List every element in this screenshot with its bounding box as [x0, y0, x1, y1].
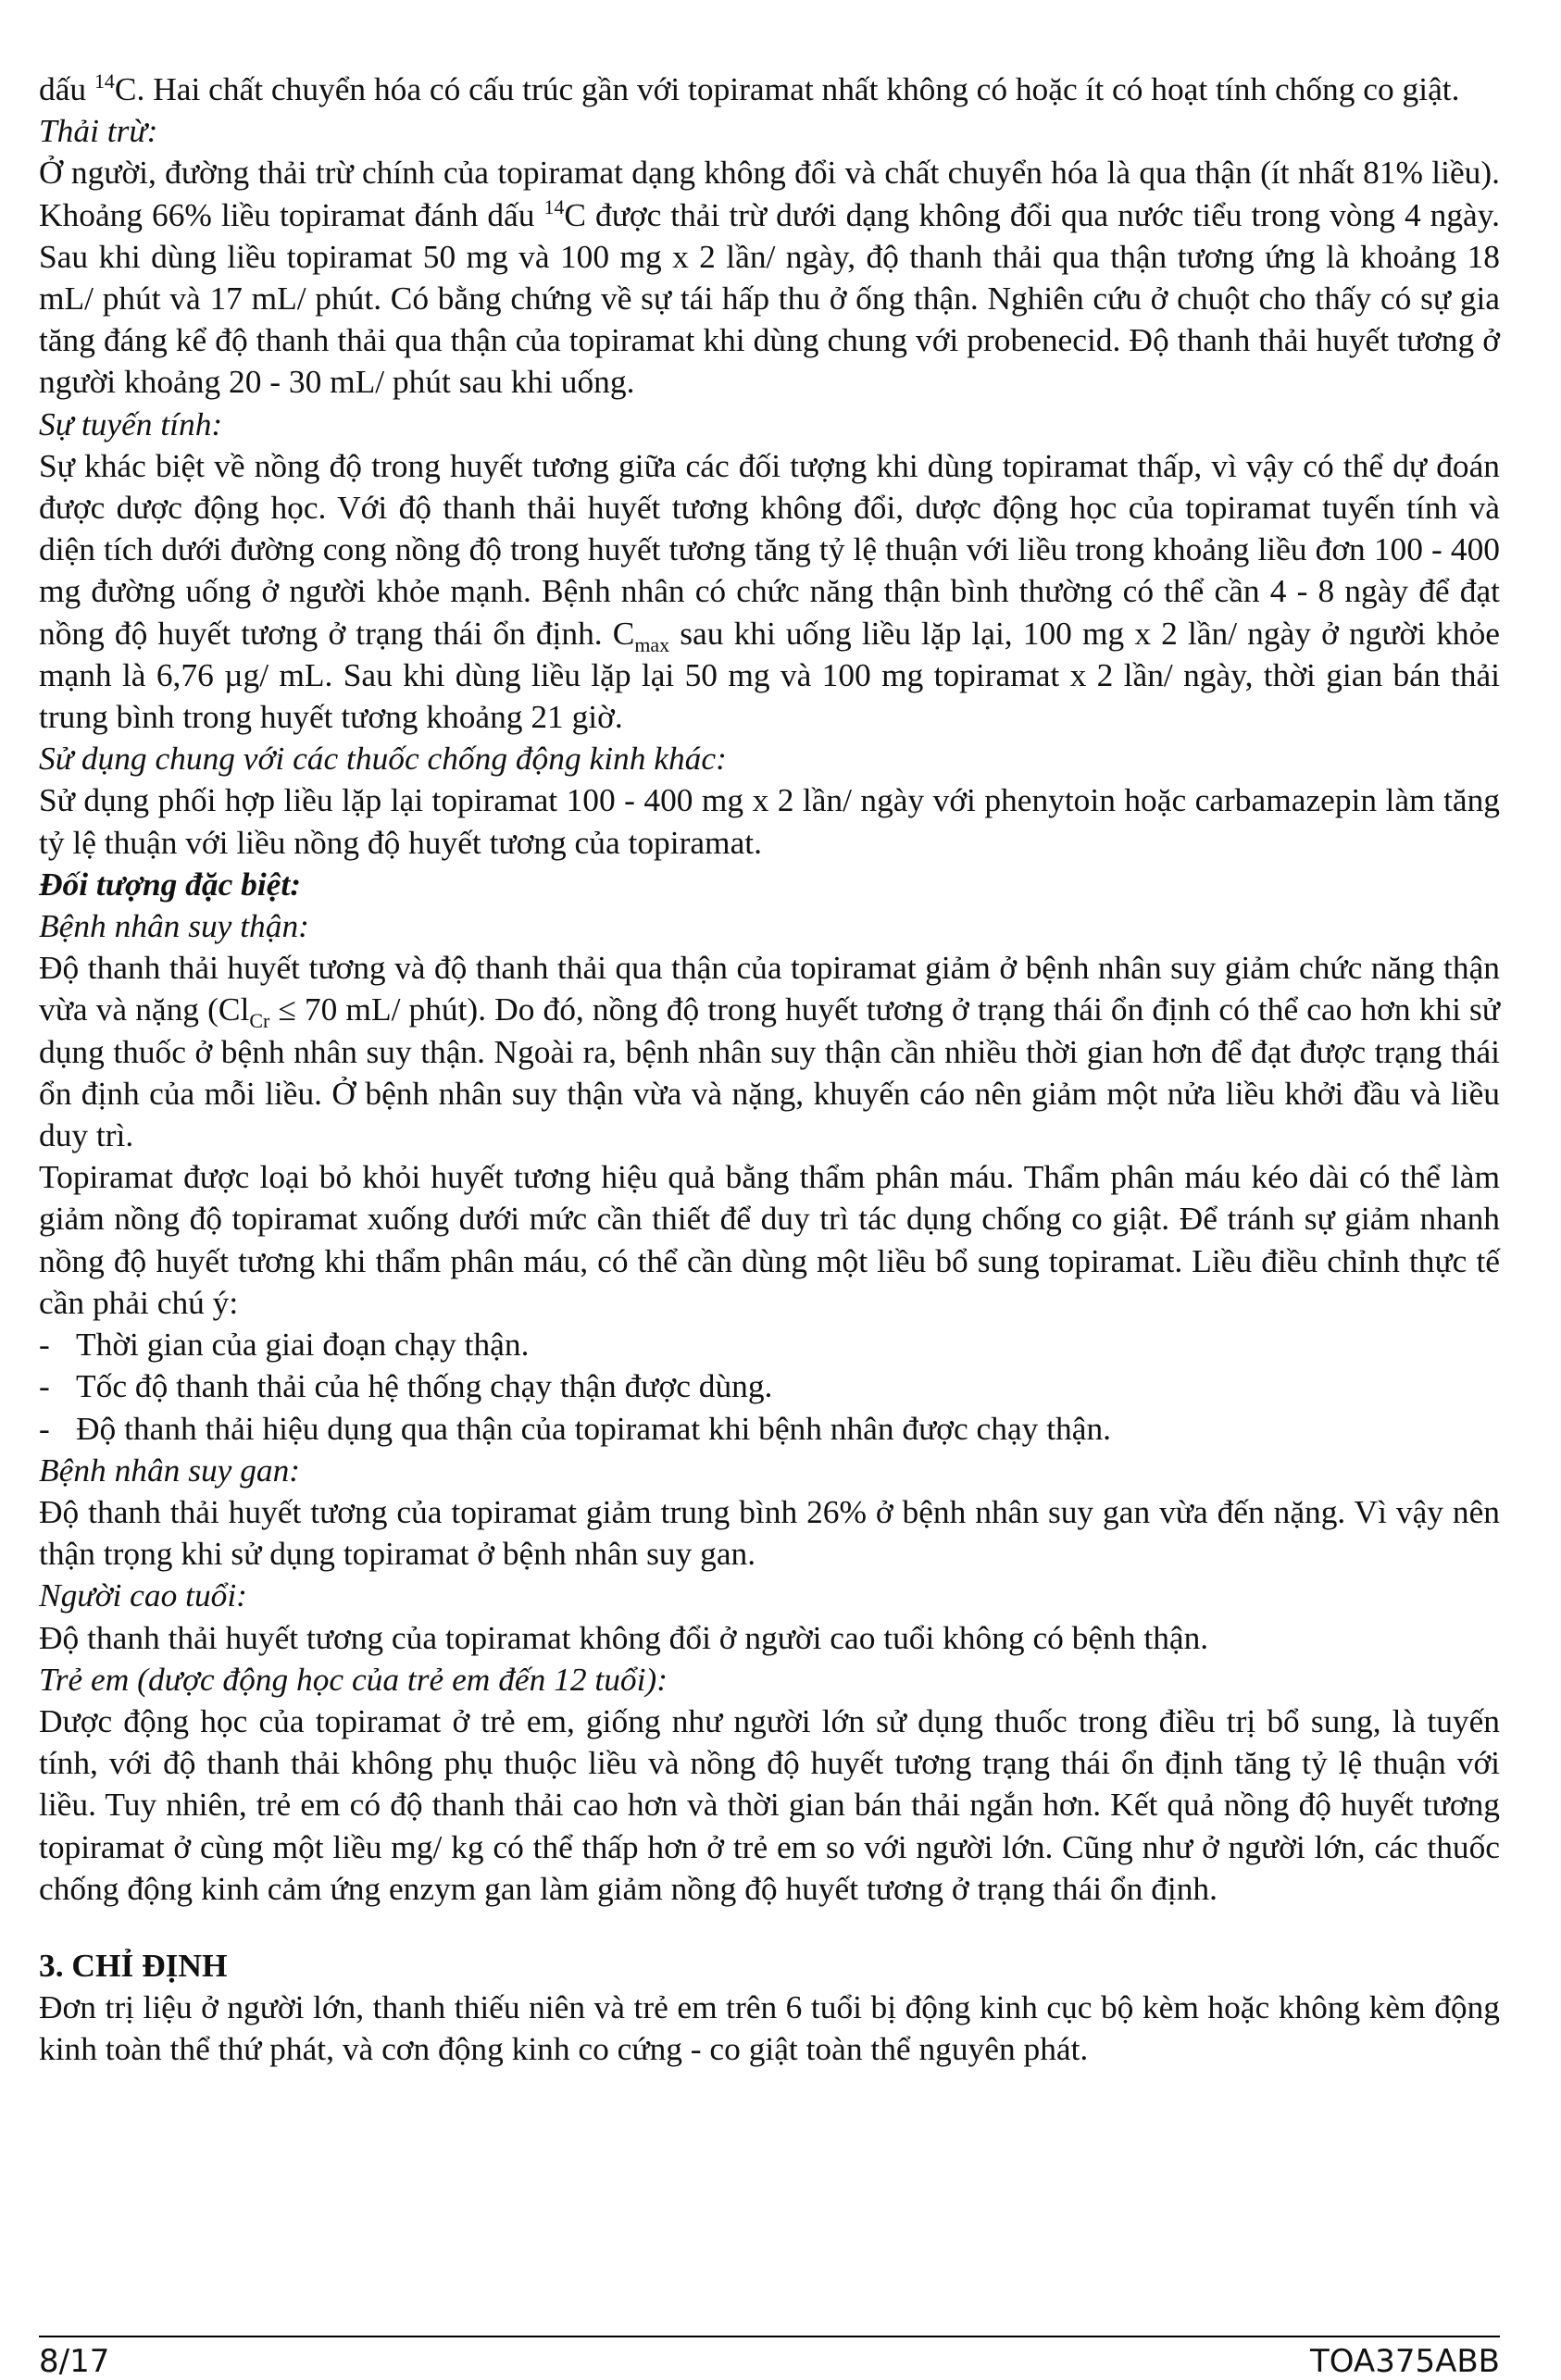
list-item: - Thời gian của giai đoạn chạy thận. [39, 1326, 530, 1364]
paragraph-hemodialysis: Topiramat được loại bỏ khỏi huyết tương hiệu quả bằng thẩm phân máu. Thẩm phân máu kéo dài có thể làm giảm nồng độ topiramat xuống dưới mức cần thiết để duy trì tác dụng chống co giật. Để tránh sự giảm nhanh nồng độ huyết tương khi thẩm phân máu, có thể cần dùng một liều bổ sung topiramat. Liều điều chỉnh thực tế cần phải chú ý: [39, 1158, 1500, 1321]
subheading-linearity: Sự tuyến tính: [39, 405, 223, 442]
subheading-coadministration: Sử dụng chung với các thuốc chống động kinh khác: [39, 740, 727, 778]
list-item: - Tốc độ thanh thải của hệ thống chạy thận được dùng. [39, 1367, 773, 1405]
subheading-children: Trẻ em (dược động học của trẻ em đến 12 tuổi): [39, 1660, 668, 1698]
paragraph-hepatic-impairment: Độ thanh thải huyết tương của topiramat giảm trung bình 26% ở bệnh nhân suy gan vừa đến nặng. Vì vậy nên thận trọng khi sử dụng topiramat ở bệnh nhân suy gan. [39, 1492, 1500, 1573]
section-title-indications: 3. CHỈ ĐỊNH [39, 1946, 228, 1984]
subheading-elimination: Thải trừ: [39, 112, 158, 150]
footer-divider [39, 2336, 1500, 2337]
paragraph-children: Dược động học của topiramat ở trẻ em, giống như người lớn sử dụng thuốc trong điều trị bổ sung, là tuyến tính, với độ thanh thải không phụ thuộc liều và nồng độ huyết tương trạng thái ổn định tăng tỷ lệ thuận với liều. Tuy nhiên, trẻ em có độ thanh thải cao hơn và thời gian bán thải ngắn hơn. Kết quả nồng độ huyết tương topiramat ở cùng một liều mg/ kg có thể thấp hơn ở trẻ em so với người lớn. Cũng như ở người lớn, các thuốc chống động kinh cảm ứng enzym gan làm giảm nồng độ huyết tương ở trạng thái ổn định. [39, 1701, 1500, 1907]
hemodialysis-list [39, 1324, 1500, 1450]
paragraph-linearity: Sự khác biệt về nồng độ trong huyết tương giữa các đối tượng khi dùng topiramat thấp, vì vậy có thể dự đoán được dược động học. Với độ thanh thải huyết tương không đổi, dược động học của topiramat tuyến tính và diện tích dưới đường cong nồng độ trong huyết tương tăng tỷ lệ thuận với liều trong khoảng liều đơn 100 - 400 mg đường uống ở người khỏe mạnh. Bệnh nhân có chức năng thận bình thường có thể cần 4 - 8 ngày để đạt nồng độ huyết tương ở trạng thái ổn định. $C_{max}$ sau khi uống liều lặp lại, 100 mg x 2 lần/ ngày ở người khỏe mạnh là 6,76 µg/ mL. Sau khi dùng liều lặp lại 50 mg và 100 mg topiramat x 2 lần/ ngày, thời gian bán thải trung bình trong huyết tương khoảng 21 giờ. [39, 446, 1500, 736]
subheading-hepatic-impairment: Bệnh nhân suy gan: [39, 1451, 301, 1489]
document-code: TOA375ABB [1310, 2343, 1500, 2380]
subheading-renal-impairment: Bệnh nhân suy thận: [39, 907, 309, 945]
page-number: 8/17 [39, 2343, 110, 2380]
paragraph-elderly: Độ thanh thải huyết tương của topiramat không đổi ở người cao tuổi không có bệnh thận. [39, 1618, 1209, 1656]
list-item: - Độ thanh thải hiệu dụng qua thận của topiramat khi bệnh nhân được chạy thận. [39, 1409, 1111, 1447]
subheading-elderly: Người cao tuổi: [39, 1576, 247, 1614]
paragraph-renal-impairment: Độ thanh thải huyết tương và độ thanh thải qua thận của topiramat giảm ở bệnh nhân suy giảm chức năng thận vừa và nặng ($Cl_{Cr} \le 70$ mL/ phút). Do đó, nồng độ trong huyết tương ở trạng thái ổn định có thể cao hơn khi sử dụng thuốc ở bệnh nhân suy thận. Ngoài ra, bệnh nhân suy thận cần nhiều thời gian hơn để đạt được trạng thái ổn định của mỗi liều. Ở bệnh nhân suy thận vừa và nặng, khuyến cáo nên giảm một nửa liều khởi đầu và liều duy trì. [39, 949, 1500, 1154]
subheading-special-populations: Đối tượng đặc biệt: [39, 865, 301, 903]
document-body [39, 69, 1500, 2071]
paragraph-elimination: Ở người, đường thải trừ chính của topiramat dạng không đổi và chất chuyển hóa là qua thận (ít nhất 81% liều). Khoảng 66% liều topiramat đánh dấu $^{14}$C được thải trừ dưới dạng không đổi qua nước tiểu trong vòng 4 ngày. Sau khi dùng liều topiramat 50 mg và 100 mg x 2 lần/ ngày, độ thanh thải qua thận tương ứng là khoảng 18 mL/ phút và 17 mL/ phút. Có bằng chứng về sự tái hấp thu ở ống thận. Nghiên cứu ở chuột cho thấy có sự gia tăng đáng kể độ thanh thải qua thận của topiramat khi dùng chung với probenecid. Độ thanh thải huyết tương ở người khoảng 20 - 30 mL/ phút sau khi uống. [39, 154, 1500, 401]
paragraph-indications: Đơn trị liệu ở người lớn, thanh thiếu niên và trẻ em trên 6 tuổi bị động kinh cục bộ kèm hoặc không kèm động kinh toàn thể thứ phát, và cơn động kinh co cứng - co giật toàn thể nguyên phát. [39, 1988, 1500, 2068]
paragraph-metabolism-end: dấu $^{14}$C. Hai chất chuyển hóa có cấu trúc gần với topiramat nhất không có hoặc ít có hoạt tính chống co giật. [39, 69, 1460, 107]
paragraph-coadministration: Sử dụng phối hợp liều lặp lại topiramat 100 - 400 mg x 2 lần/ ngày với phenytoin hoặc carbamazepin làm tăng tỷ lệ thuận với liều nồng độ huyết tương của topiramat. [39, 781, 1500, 861]
